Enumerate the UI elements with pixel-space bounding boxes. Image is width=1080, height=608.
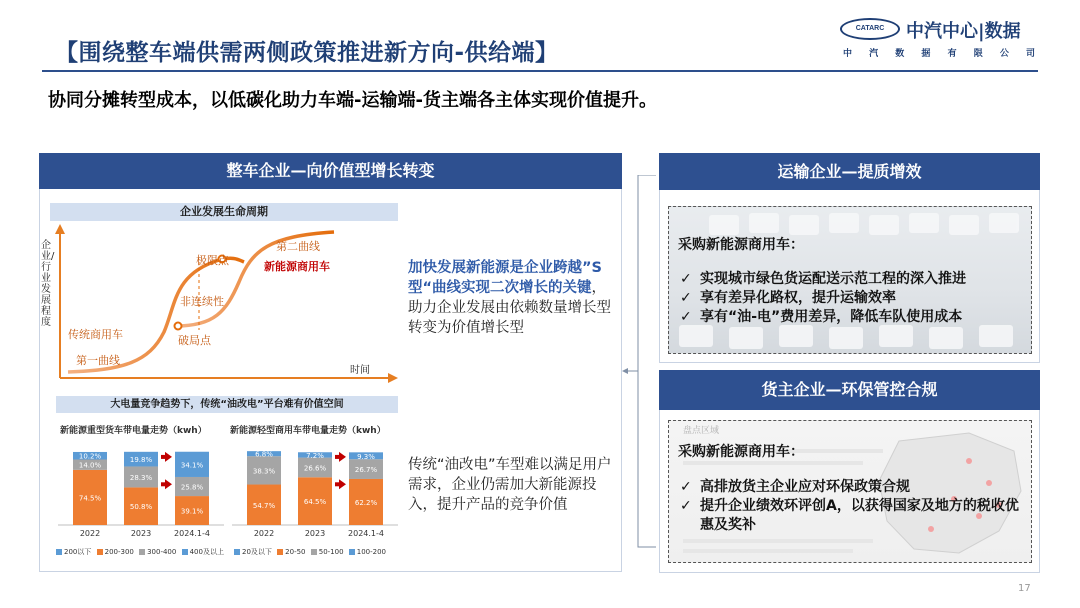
brand-subtitle-char: 公 [999,49,1009,59]
slide-subtitle: 协同分摊转型成本，以低碳化助力车端-运输端-货主端各主体实现价值提升。 [48,90,657,111]
bar-value-label: 62.2% [354,498,378,507]
bar-value-label: 7.2% [306,451,324,460]
panel-connector [620,175,662,585]
legend-label: 20-50 [285,548,306,556]
nev-value-text [408,258,614,338]
legend-label: 400及以上 [189,548,224,556]
bar-value-label: 74.5% [78,494,102,503]
legend-label: 200以下 [64,548,92,556]
transport-item [680,289,1028,308]
brand-subtitle-char: 数 [895,49,905,59]
transport-item-text: 享有差异化路权，提升运输效率 [700,290,896,306]
transport-item-text: 享有“油-电”费用差异，降低车队使用成本 [700,309,963,325]
x-axis-arrow [388,373,398,383]
transport-heading: 采购新能源商用车： [678,237,804,253]
category-tick-label: 2024.1-4 [174,529,210,538]
bar-value-label: 34.1% [180,461,204,470]
category-tick-label: 2023 [304,529,326,538]
brand-subtitle-char: 汽 [869,49,879,59]
connector-arrow [622,368,628,374]
shipper-heading: 采购新能源商用车： [678,444,804,460]
page-number: 17 [1018,583,1031,594]
bar-value-label: 9.3% [357,452,375,461]
label-second-curve: 第二曲线 [276,240,320,253]
transport-panel-band: 运输企业—提质增效 [659,153,1040,190]
heavy-truck-legend [56,547,224,557]
bar-value-label: 6.8% [255,450,273,459]
heavy-truck-chart-title: 新能源重型货车带电量走势（kwh） [60,426,207,436]
left-panel-band: 整车企业—向价值型增长转变 [39,153,622,189]
check-icon: ✓ [680,498,692,514]
label-nev: 新能源商用车 [264,260,330,273]
trend-arrow-head [165,479,172,489]
category-tick-label: 2023 [130,529,152,538]
lifecycle-diagram [54,222,404,384]
legend-label: 200-300 [104,548,134,556]
trend-arrow-head [165,452,172,462]
map-region-label: 盘点区域 [683,426,720,436]
break-point [175,323,182,330]
transport-item [680,270,1028,289]
shipper-item-text: 高排放货主企业应对环保政策合规 [700,479,910,495]
shipper-panel-band: 货主企业—环保管控合规 [659,370,1040,410]
page-title: 【围绕整车端供需两侧政策推进新方向-供给端】 [55,40,559,66]
label-break: 破局点 [178,334,211,347]
bar-value-label: 38.3% [252,467,276,476]
transport-item [680,308,1028,327]
label-first-curve: 第一曲线 [76,354,120,367]
shipper-item [680,478,1028,497]
bar-value-label: 28.3% [129,473,153,482]
bar-value-label: 39.1% [180,507,204,516]
check-icon: ✓ [680,309,692,325]
label-discontinuity: 非连续性 [180,295,224,308]
lifecycle-x-axis-label: 时间 [350,365,370,376]
title-divider [42,70,1038,72]
lifecycle-banner: 企业发展生命周期 [50,203,398,221]
bar-value-label: 50.8% [129,503,153,512]
bar-value-label: 54.7% [252,501,276,510]
transport-item-text: 实现城市绿色货运配送示范工程的深入推进 [700,271,966,287]
nev-value-rest: ，助力企业发展由依赖数量增长型转变为价值增长型 [408,280,611,336]
light-vehicle-legend [234,547,386,557]
light-vehicle-chart-title: 新能源轻型商用车带电量走势（kwh） [230,426,386,436]
y-axis-arrow [55,224,65,234]
brand-subtitle-char: 限 [973,49,983,59]
bar-value-label: 10.2% [78,452,102,461]
check-icon: ✓ [680,290,692,306]
category-tick-label: 2022 [79,529,101,538]
label-limit: 极限点 [196,254,229,267]
bar-value-label: 25.8% [180,483,204,492]
brand-subtitle-char: 有 [947,49,957,59]
bar-value-label: 64.5% [303,498,327,507]
battery-competition-banner: 大电量竞争趋势下，传统“油改电”平台难有价值空间 [56,396,398,413]
shipper-item-text: 提升企业绩效环评创A，以获得国家及地方的税收优惠及奖补 [700,498,1019,533]
bar-value-label: 26.6% [303,464,327,473]
brand-subtitle-char: 中 [843,49,853,59]
bar-value-label: 14.0% [78,461,102,470]
legend-label: 300-400 [147,548,177,556]
bar-value-label: 26.7% [354,466,378,475]
shipper-item [680,497,1028,535]
trend-arrow-head [339,452,346,462]
lifecycle-y-axis-label: 企业/行业发展程度 [41,240,55,328]
check-icon: ✓ [680,479,692,495]
heavy-truck-battery-chart [56,437,226,541]
bar-value-label: 19.8% [129,456,153,465]
label-traditional: 传统商用车 [68,328,123,341]
check-icon: ✓ [680,271,692,287]
nev-value-highlight: 加快发展新能源是企业跨越”S型“曲线实现二次增长的关键 [408,260,602,296]
brand-subtitle [843,46,1035,59]
category-tick-label: 2024.1-4 [348,529,384,538]
brand-name: 中汽中心|数据 [906,21,1021,42]
legend-label: 100-200 [356,548,387,556]
category-tick-label: 2022 [253,529,275,538]
legend-label: 20及以下 [242,548,272,556]
oil-to-electric-text: 传统“油改电”车型难以满足用户需求，企业仍需加大新能源投入，提升产品的竞争价值 [408,457,612,513]
brand-subtitle-char: 司 [1025,49,1035,59]
legend-label: 50-100 [318,548,344,556]
trend-arrow-head [339,479,346,489]
catarc-logo: CATARC [840,18,900,40]
light-vehicle-battery-chart [230,437,400,541]
brand-subtitle-char: 据 [921,49,931,59]
